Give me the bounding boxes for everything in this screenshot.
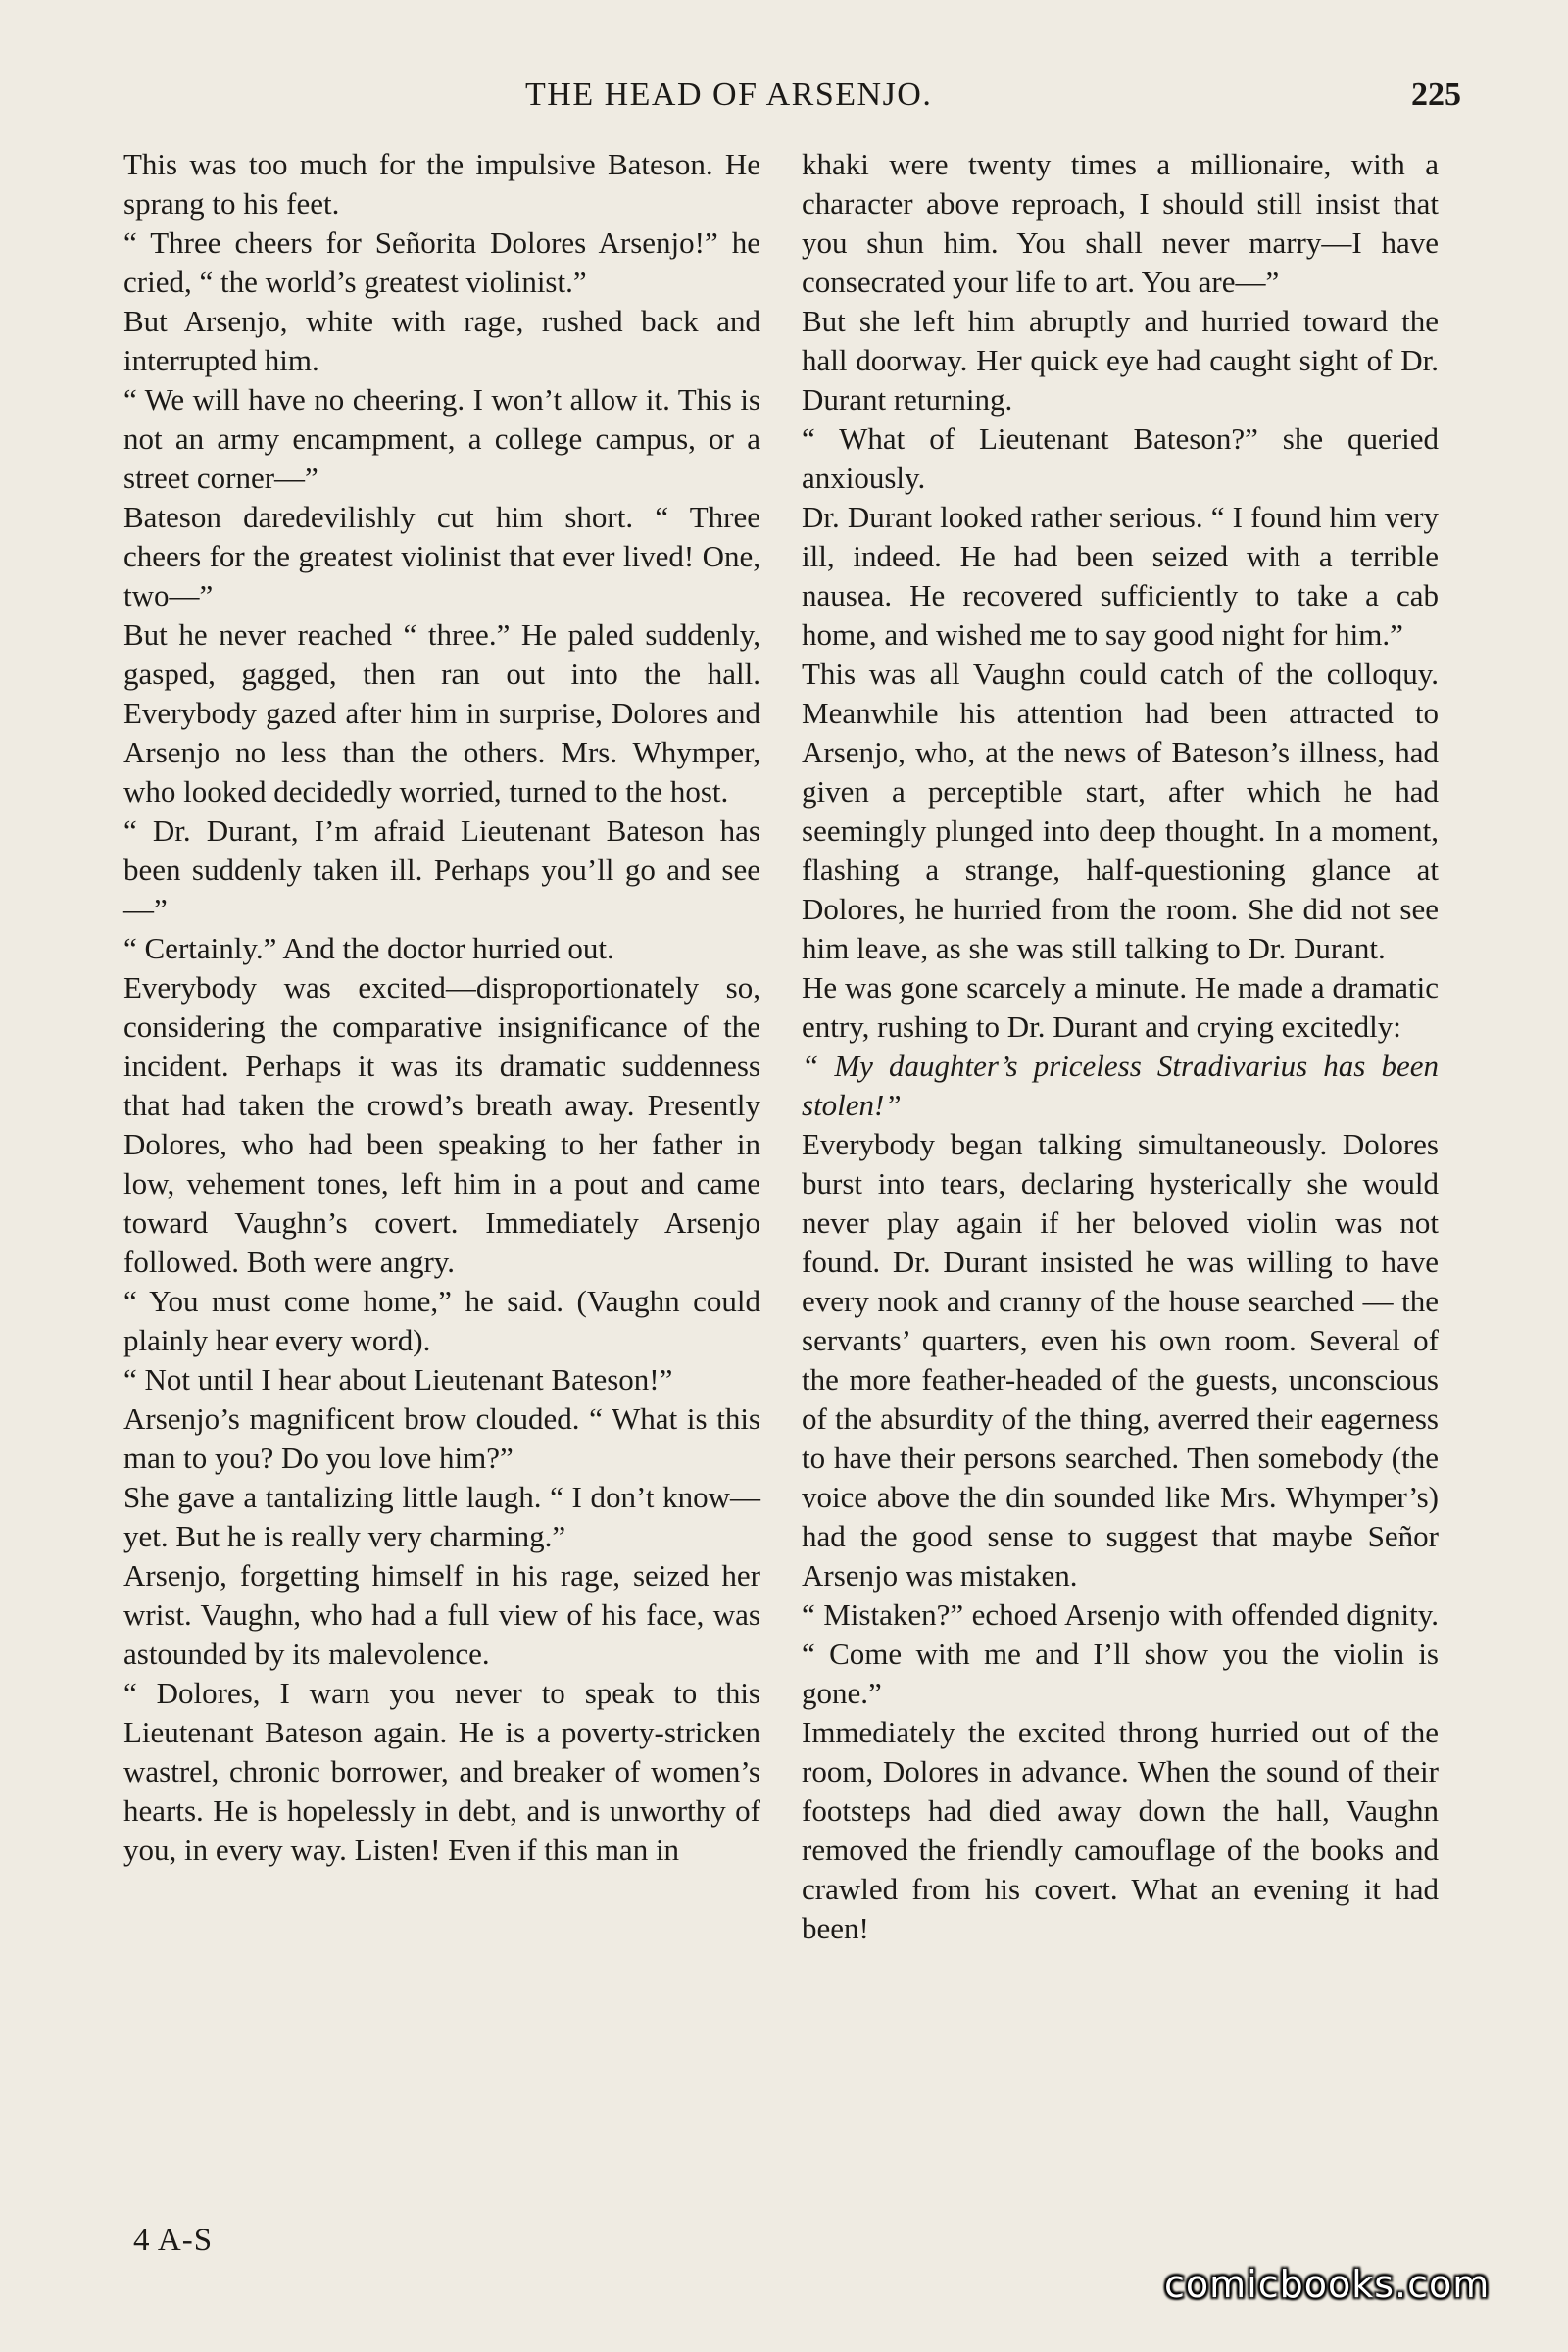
running-title: THE HEAD OF ARSENJO. xyxy=(525,76,933,113)
paragraph: “ Not until I hear about Lieutenant Bateson!” xyxy=(123,1362,673,1396)
paragraph: “ Dr. Durant, I’m afraid Lieutenant Bateson has been suddenly taken ill. Perhaps you’ll go and see—” xyxy=(123,813,760,926)
paragraph: But she left him abruptly and hurried toward the hall doorway. Her quick eye had caught sight of Dr. Durant returning. xyxy=(802,304,1439,416)
left-column xyxy=(123,145,760,1870)
watermark: comicbooks.com xyxy=(1164,2263,1491,2306)
paragraph: “ You must come home,” he said. (Vaughn could plainly hear every word). xyxy=(123,1284,760,1357)
paragraph: “ My daughter’s priceless Stradivarius has been stolen!” xyxy=(802,1049,1439,1122)
paragraph: Dr. Durant looked rather serious. “ I found him very ill, indeed. He had been seized with a terrible nausea. He recovered sufficiently to take a cab home, and wished me to say good night for him.” xyxy=(802,500,1439,652)
right-column xyxy=(802,145,1439,1948)
signature-mark: 4 A-S xyxy=(133,2223,214,2258)
paragraph: “ Certainly.” And the doctor hurried out. xyxy=(123,931,614,965)
paragraph: Everybody was excited—disproportionately so, considering the comparative insignificance of the incident. Perhaps it was its dramatic suddenness that had taken the crowd’s breath away. Presently Dolores, who had been speaking to her father in low, vehement tones, left him in a pout and came toward Vaughn’s covert. Immediately Arsenjo followed. Both were angry. xyxy=(123,970,760,1279)
paragraph: Arsenjo’s magnificent brow clouded. “ What is this man to you? Do you love him?” xyxy=(123,1401,760,1475)
paragraph: Arsenjo, forgetting himself in his rage, seized her wrist. Vaughn, who had a full view of his face, was astounded by its malevolence. xyxy=(123,1558,760,1671)
paragraph: khaki were twenty times a millionaire, with a character above reproach, I should still insist that you shun him. You shall never marry—I have consecrated your life to art. You are—” xyxy=(802,147,1439,299)
paragraph: But Arsenjo, white with rage, rushed back and interrupted him. xyxy=(123,304,760,377)
paragraph: But he never reached “ three.” He paled suddenly, gasped, gagged, then ran out into the hall. Everybody gazed after him in surprise, Dolores and Arsenjo no less than the others. Mrs. Whymper, who looked decidedly worried, turned to the host. xyxy=(123,617,760,808)
paragraph: “ What of Lieutenant Bateson?” she queried anxiously. xyxy=(802,421,1439,495)
paragraph: “ We will have no cheering. I won’t allow it. This is not an army encampment, a college campus, or a street corner—” xyxy=(123,382,760,495)
paragraph: He was gone scarcely a minute. He made a dramatic entry, rushing to Dr. Durant and crying excitedly: xyxy=(802,970,1439,1044)
paragraph: “ Three cheers for Señorita Dolores Arsenjo!” he cried, “ the world’s greatest violinist.” xyxy=(123,225,760,299)
paragraph: This was all Vaughn could catch of the colloquy. Meanwhile his attention had been attracted to Arsenjo, who, at the news of Bateson’s illness, had given a perceptible start, after which he had seemingly plunged into deep thought. In a moment, flashing a strange, half-questioning glance at Dolores, he hurried from the room. She did not see him leave, as she was still talking to Dr. Durant. xyxy=(802,657,1439,965)
paragraph: This was too much for the impulsive Bateson. He sprang to his feet. xyxy=(123,147,760,220)
paragraph: Everybody began talking simultaneously. Dolores burst into tears, declaring hysterically she would never play again if her beloved violin was not found. Dr. Durant insisted he was willing to have every nook and cranny of the house searched — the servants’ quarters, even his own room. Several of the more feather-headed of the guests, unconscious of the absurdity of the thing, averred their eagerness to have their persons searched. Then somebody (the voice above the din sounded like Mrs. Whymper’s) had the good sense to suggest that maybe Señor Arsenjo was mistaken. xyxy=(802,1127,1439,1592)
running-header xyxy=(0,71,1568,120)
page-number: 225 xyxy=(1411,76,1461,113)
paragraph: Bateson daredevilishly cut him short. “ Three cheers for the greatest violinist that ever lived! One, two—” xyxy=(123,500,760,612)
paragraph: She gave a tantalizing little laugh. “ I don’t know—yet. But he is really very charming.” xyxy=(123,1480,760,1553)
paragraph: “ Mistaken?” echoed Arsenjo with offended dignity. “ Come with me and I’ll show you the violin is gone.” xyxy=(802,1597,1439,1710)
paragraph: “ Dolores, I warn you never to speak to this Lieutenant Bateson again. He is a poverty-stricken wastrel, chronic borrower, and breaker of women’s hearts. He is hopelessly in debt, and is unworthy of you, in every way. Listen! Even if this man in xyxy=(123,1676,760,1867)
paragraph: Immediately the excited throng hurried out of the room, Dolores in advance. When the sound of their footsteps had died away down the hall, Vaughn removed the friendly camouflage of the books and crawled from his covert. What an evening it had been! xyxy=(802,1715,1439,1945)
